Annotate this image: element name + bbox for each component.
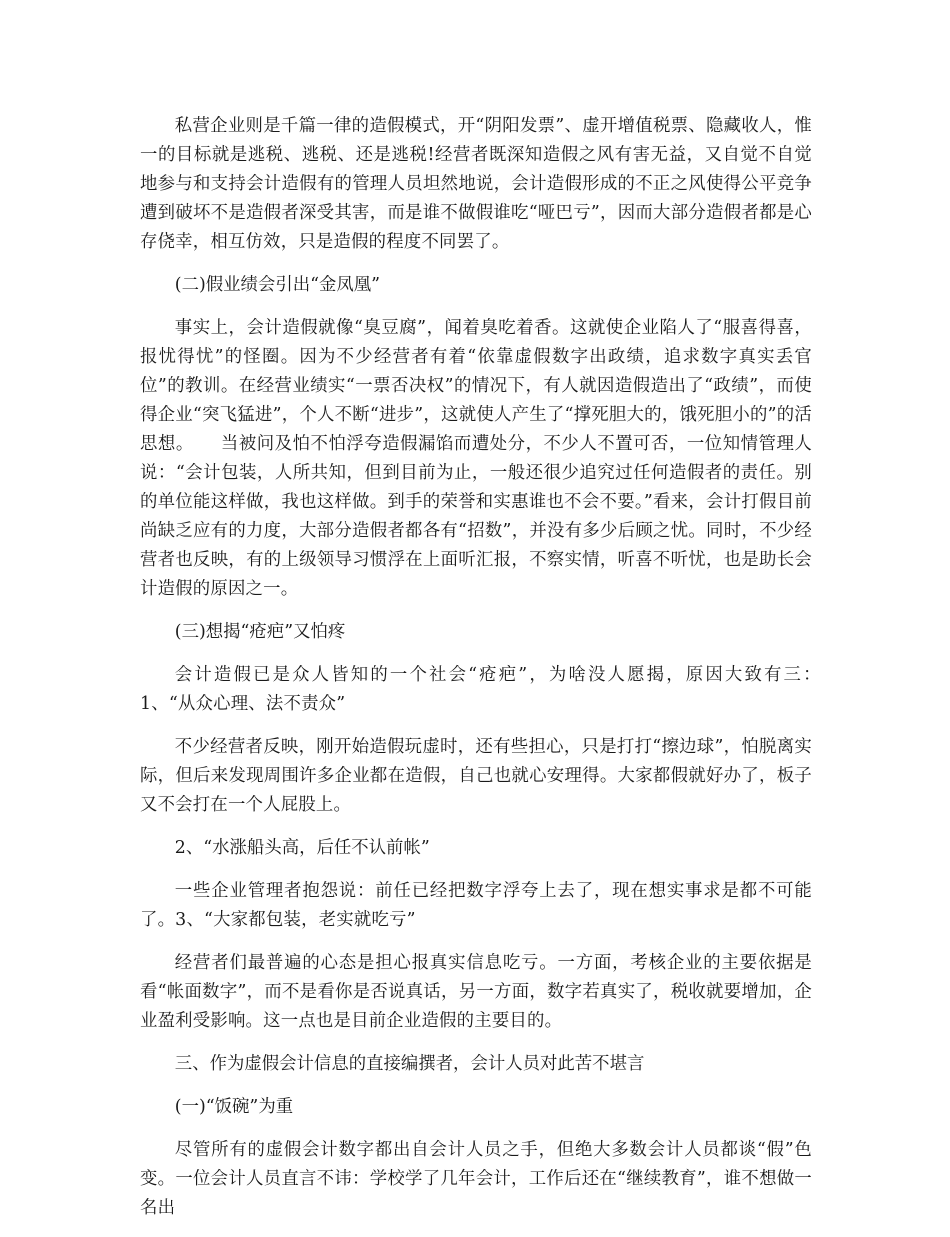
heading-accountants-suffer: 三、作为虚假会计信息的直接编撰者，会计人员对此苦不堪言 <box>174 1054 645 1074</box>
paragraph-herd-mentality: 不少经营者反映，刚开始造假玩虚时，还有些担心，只是打打“擦边球”，怕脱离实际，但后来发现周围许多企业都在造假，自己也就心安理得。大家都假就好办了，板子又不会打在一个人屁股上。 <box>140 737 812 815</box>
paragraph-managers-complain: 一些企业管理者抱怨说：前任已经把数字浮夸上去了，现在想实事求是都不可能了。3、“大家都包装，老实就吃亏” <box>140 881 812 930</box>
heading-rice-bowl: (一)“饭碗”为重 <box>174 1097 294 1117</box>
paragraph-accountants-fear: 尽管所有的虚假会计数字都出自会计人员之手，但绝大多数会计人员都谈“假”色变。一位会计人员直言不讳：学校学了几年会计，工作后还在“继续教育”，谁不想做一名出 <box>140 1140 812 1218</box>
heading-scar: (三)想揭“疮疤”又怕疼 <box>174 622 346 642</box>
paragraph-private-enterprise-fraud: 私营企业则是千篇一律的造假模式，开“阴阳发票”、虚开增值税票、隐藏收人，惟一的目标就是逃税、逃税、还是逃税!经营者既深知造假之风有害无益，又自觉不自觉地参与和支持会计造假有的管理人员坦然地说，会计造假形成的不正之风使得公平竞争遭到破坏不是造假者深受其害，而是谁不做假谁吃“哑巴亏”，因而大部分造假者都是心存侥幸，相互仿效，只是造假的程度不同罢了。 <box>140 116 812 252</box>
paragraph-common-mindset: 经营者们最普遍的心态是担心报真实信息吃亏。一方面，考核企业的主要依据是看“帐面数字”，而不是看你是否说真话，另一方面，数字若真实了，税收就要增加，企业盈利受影响。这一点也是目前企业造假的主要目的。 <box>140 953 812 1031</box>
document-body <box>140 112 830 1237</box>
heading-predecessor-accounts: 2、“水涨船头高，后任不认前帐” <box>174 838 430 858</box>
heading-fake-performance: (二)假业绩会引出“金凤凰” <box>174 275 381 295</box>
paragraph-stinky-tofu: 事实上，会计造假就像“臭豆腐”，闻着臭吃着香。这就使企业陷人了“服喜得喜，报忧得忧”的怪圈。因为不少经营者有着“依靠虚假数字出政绩，追求数字真实丢官位”的教训。在经营业绩实“一票否决权”的情况下，有人就因造假造出了“政绩”，而使得企业“突飞猛进”，个人不断“进步”，这就使人产生了“撑死胆大的，饿死胆小的”的活思想。 当被问及怕不怕浮夸造假漏馅而遭处分，不少人不置可否，一位知情管理人说：“会计包装，人所共知，但到目前为止，一般还很少追究过任何造假者的责任。别的单位能这样做，我也这样做。到手的荣誉和实惠谁也不会不要。”看来，会计打假目前尚缺乏应有的力度，大部分造假者都各有“招数”，并没有多少后顾之忧。同时，不少经营者也反映，有的上级领导习惯浮在上面听汇报，不察实情，听喜不听忧，也是助长会计造假的原因之一。 <box>140 318 812 599</box>
paragraph-three-reasons: 会计造假已是众人皆知的一个社会“疮疤”，为啥没人愿揭，原因大致有三： 1、“从众心理、法不责众” <box>140 665 830 714</box>
